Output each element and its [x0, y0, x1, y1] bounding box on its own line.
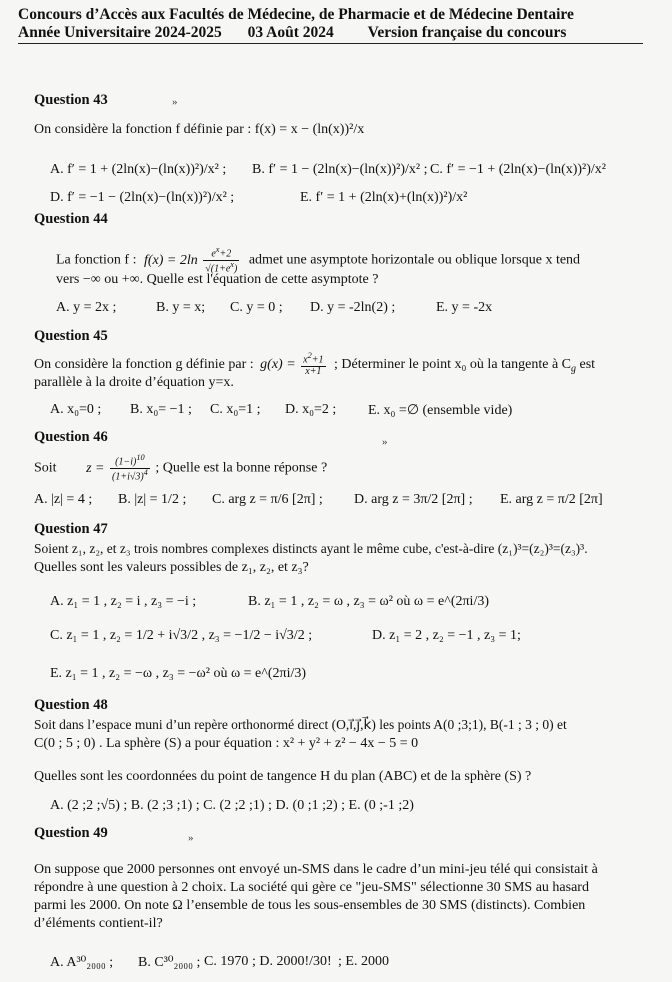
q46-option-e: E. arg z = π/2 [2π] — [500, 492, 603, 507]
q44-option-c: C. y = 0 ; — [230, 300, 283, 315]
q47-stem-line2: Quelles sont les valeurs possibles de z₁, z₂, et z₃? — [34, 560, 309, 575]
q48-title: Question 48 — [34, 697, 108, 713]
q46-fraction: $\frac{(1-i)^{10}}{(1+i√3)^4}$ — [111, 453, 148, 483]
q43-option-b: B. f′ = 1 − (2ln(x)−(ln(x))²)/x² ; — [252, 162, 428, 177]
header-underline — [18, 43, 643, 44]
q47-option-c: C. z₁ = 1 , z₂ = 1/2 + i√3/2 , z₃ = −1/2 − i√3/2 ; — [50, 628, 313, 643]
q45-stem1b: ; Déterminer le point x₀ où la tangente à C — [334, 356, 572, 372]
q45-option-d: D. x₀=2 ; — [285, 402, 337, 417]
q45-title: Question 45 — [34, 328, 108, 344]
q46-option-d: D. arg z = 3π/2 [2π] ; — [354, 492, 473, 507]
q43-option-d: D. f′ = −1 − (2ln(x)−(ln(x))²)/x² ; — [50, 190, 235, 205]
q47-option-e: E. z₁ = 1 , z₂ = −ω , z₃ = −ω² où ω = e^(2πi/3) — [50, 666, 307, 681]
q44-function: f(x) = 2ln $\frac{e^x+2}{√(1+e^x)}$ — [143, 245, 238, 275]
q46-stem — [34, 454, 327, 483]
q47-option-b: B. z₁ = 1 , z₂ = ω , z₃ = ω² où ω = e^(2πi/3) — [248, 594, 490, 609]
q43-stem: On considère la fonction f définie par : f(x) = x − (ln(x))²/x — [34, 122, 365, 137]
q49-stem-line2: répondre à une question à 2 choix. La société qui gère ce "jeu-SMS" sélectionne 30 SMS au hasard — [34, 880, 589, 895]
exam-version: Version française du concours — [367, 24, 567, 41]
q49-stem-line1: On suppose que 2000 personnes ont envoyé un-SMS dans le cadre d’un mini-jeu télé qui consistait à — [34, 862, 598, 877]
q44-option-b: B. y = x; — [156, 300, 206, 315]
q49-stem-line4: d’éléments contient-il? — [34, 916, 163, 931]
q44-stem-line2: vers −∞ ou +∞. Quelle est l'équation de cette asymptote ? — [56, 272, 379, 287]
q45-option-b: B. x₀= −1 ; — [130, 402, 192, 417]
stray-mark: » — [172, 96, 178, 108]
q47-option-d: D. z₁ = 2 , z₂ = −1 , z₃ = 1; — [372, 628, 521, 643]
q49-title: Question 49 — [34, 825, 108, 841]
q48-options: A. (2 ;2 ;√5) ; B. (2 ;3 ;1) ; C. (2 ;2 ;1) ; D. (0 ;1 ;2) ; E. (0 ;-1 ;2) — [50, 798, 414, 813]
q43-option-a: A. f′ = 1 + (2ln(x)−(ln(x))²)/x² ; — [50, 162, 227, 177]
q44-prefix: La fonction f : — [56, 252, 137, 268]
q45-function: g(x) = $\frac{x^2+1}{x+1}$ — [260, 351, 324, 377]
q49-option-b: B. C³⁰₂₀₀₀ ; — [138, 955, 201, 970]
q43-title: Question 43 — [34, 92, 108, 108]
q43-option-e: E. f′ = 1 + (2ln(x)+(ln(x))²)/x² — [300, 190, 468, 205]
q46-option-a: A. |z| = 4 ; — [34, 492, 93, 507]
q49-option-d: ; D. 2000!/30! — [252, 954, 332, 969]
q44-stem-line1 — [56, 246, 580, 275]
q45-fraction: $\frac{x^2+1}{x+1}$ — [303, 351, 324, 377]
q47-stem-line1: Soient z₁, z₂, et z₃ trois nombres complexes distincts ayant le même cube, c'est-à-dire (z₁)³=(z₂)³=(z₃)³. — [34, 541, 588, 556]
exam-title: Concours d’Accès aux Facultés de Médecine, de Pharmacie et de Médecine Dentaire — [18, 6, 574, 23]
q47-option-a: A. z₁ = 1 , z₂ = i , z₃ = −i ; — [50, 594, 197, 609]
q45-option-a: A. x₀=0 ; — [50, 402, 102, 417]
q46-title: Question 46 — [34, 429, 108, 445]
q44-option-d: D. y = -2ln(2) ; — [310, 300, 396, 315]
q45-stem1c: est — [579, 356, 596, 372]
q49-stem-line3: parmi les 2000. On note Ω l’ensemble de tous les sous-ensembles de 30 SMS (distincts). Combien — [34, 898, 586, 913]
q49-option-a: A. A³⁰₂₀₀₀ ; — [50, 955, 114, 970]
q46-option-c: C. arg z = π/6 [2π] ; — [212, 492, 323, 507]
stray-mark: » — [382, 436, 388, 448]
q44-option-e: E. y = -2x — [436, 300, 493, 315]
q44-option-a: A. y = 2x ; — [56, 300, 117, 315]
q47-title: Question 47 — [34, 521, 108, 537]
q45-option-c: C. x₀=1 ; — [210, 402, 261, 417]
q48-stem-line2: C(0 ; 5 ; 0) . La sphère (S) a pour équation : x² + y² + z² − 4x − 5 = 0 — [34, 736, 419, 751]
q45-stem-line1: On considère la fonction g définie par : g(x) = $\frac{x^2+1}{x+1}$ ; Déterminer le point x₀ où la tangente à $C_g$ est — [34, 351, 596, 377]
q46-option-b: B. |z| = 1/2 ; — [118, 492, 187, 507]
q46-question: ; Quelle est la bonne réponse ? — [155, 460, 328, 476]
academic-year: Année Universitaire 2024-2025 — [18, 24, 222, 41]
exam-date: 03 Août 2024 — [247, 24, 334, 41]
exam-subheader — [18, 24, 648, 42]
q49-option-c: C. 1970 — [204, 954, 249, 969]
q44-stem1: admet une asymptote horizontale ou oblique lorsque x tend — [248, 252, 581, 268]
q45-option-e: E. x₀ =∅ (ensemble vide) — [368, 403, 513, 418]
q46-expression: z = $\frac{(1-i)^{10}}{(1+i√3)^4}$ — [86, 453, 148, 483]
q49-option-e: ; E. 2000 — [338, 954, 389, 969]
q44-title: Question 44 — [34, 211, 108, 227]
q48-stem-line3: Quelles sont les coordonnées du point de tangence H du plan (ABC) et de la sphère (S) ? — [34, 769, 532, 784]
q43-option-c: C. f′ = −1 + (2ln(x)−(ln(x))²)/x² — [430, 162, 607, 177]
q45-stem1a: On considère la fonction g définie par : — [34, 356, 254, 372]
q45-stem-line2: parallèle à la droite d’équation y=x. — [34, 375, 234, 390]
stray-mark: » — [188, 832, 194, 844]
q48-stem-line1: Soit dans l’espace muni d’un repère orthonormé direct (O,i⃗,j⃗,k⃗) les points A(0 ;3;1), B(-1 ; 3 ; 0) et — [34, 717, 567, 732]
q44-fraction: $\frac{e^x+2}{√(1+e^x)}$ — [205, 245, 238, 275]
q46-soit: Soit — [34, 460, 57, 476]
